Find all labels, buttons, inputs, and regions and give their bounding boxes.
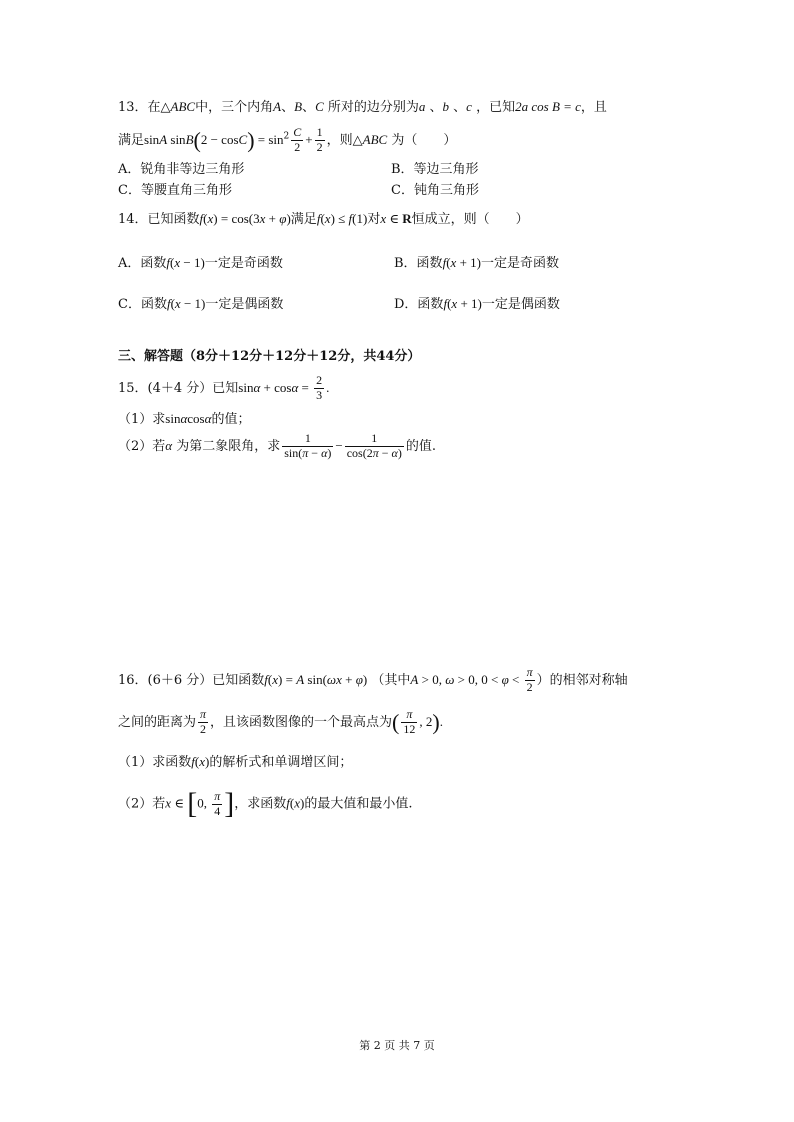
q13-text: ，已知 xyxy=(476,100,516,115)
q16-text: ，求函数 xyxy=(234,796,287,812)
q13-text: 为（ ） xyxy=(391,132,457,148)
q13-text: 所对的边分别为 xyxy=(327,100,419,115)
q15-part2: （2）若α 为第二象限角，求 $\frac{1}{\sin(\pi - \alpha)}$ − $\frac{1}{\cos(2\pi - \alpha)}$ 的值. xyxy=(118,431,436,460)
q14-option-d: D．函数f(x + 1)一定是偶函数 xyxy=(394,296,560,312)
q13-line2: 满足sinA $\sin B(2 - \cos C) = \sin^2$ $\frac{C}{2}$ + $\frac{1}{2}$ ，则△ABC 为（ ） xyxy=(118,125,457,154)
q16-part2: （2）若x ∈ [0, $\frac{\pi}{4}$ ]，求函数f(x)的最大值和最小值. xyxy=(118,787,413,820)
q16-part1: （1）求函数f(x)的解析式和单调增区间； xyxy=(118,754,353,770)
q13-text: ，则 xyxy=(326,132,353,148)
q16-text: 的最大值和最小值. xyxy=(304,796,413,812)
q14-text: D．函数 xyxy=(394,297,444,312)
q14-stem: 14．已知函数f(x) = cos(3x + φ)满足f(x) ≤ f(1)对x ∈ R恒成立，则（ ） xyxy=(118,211,529,227)
q14-text: 14．已知函数 xyxy=(118,212,200,227)
q15-text: （1）求 xyxy=(118,412,166,427)
q14-text: 一定是偶函数 xyxy=(205,297,284,312)
q14-text: 一定是奇函数 xyxy=(480,256,559,271)
q14-text: 一定是偶函数 xyxy=(481,297,560,312)
q13-line1: 13．在△ABC中，三个内角A、B、C 所对的边分别为a 、b 、c ，已知2a cos B = c，且 xyxy=(118,99,607,115)
q14-text: 满足 xyxy=(290,212,317,227)
q14-text: A．函数 xyxy=(118,256,167,271)
q13-text: 满足 xyxy=(118,132,145,148)
q14-option-b: B．函数f(x + 1)一定是奇函数 xyxy=(394,255,559,271)
q16-text: （2）若 xyxy=(118,796,166,812)
q14-option-a: A．函数f(x − 1)一定是奇函数 xyxy=(118,255,283,271)
q13-triangle: △ABC xyxy=(160,99,196,114)
q16-text: 的解析式和单调增区间； xyxy=(209,755,353,770)
q13-option-a: A．锐角非等边三角形 xyxy=(118,162,245,177)
q15-part1: （1）求sinαcosα的值； xyxy=(118,411,251,427)
q16-text: （1）求函数 xyxy=(118,755,192,770)
q15-text: 的值. xyxy=(405,438,436,454)
q13-option-c: C．等腰直角三角形 xyxy=(118,183,232,198)
q15-text: 为第二象限角，求 xyxy=(176,438,281,454)
q16-text: 之间的距离为 xyxy=(118,714,197,730)
q13-text: 中，三个内角 xyxy=(195,100,274,115)
page-footer: 第 2 页 共 7 页 xyxy=(359,1039,435,1052)
q13-condition: 2a cos B = c xyxy=(515,99,581,114)
q13-option-b: B．等边三角形 xyxy=(391,162,479,177)
q13-option-d: C．钝角三角形 xyxy=(391,183,479,198)
q14-option-c: C．函数f(x − 1)一定是偶函数 xyxy=(118,296,284,312)
q16-text: ，且该函数图像的一个最高点为 xyxy=(210,714,393,730)
q13-text: ，且 xyxy=(580,100,607,115)
q16-stem: 16．(6＋6 分）已知函数f(x) = A sin(ωx + φ) （其中A > 0, ω > 0, 0 < φ < $\frac{\pi}{2}$ ）的相邻对称轴 xyxy=(118,665,628,694)
q16-text: 16．(6＋6 分）已知函数 xyxy=(118,672,265,688)
q14-text: C．函数 xyxy=(118,297,167,312)
q15-stem: 15．(4＋4 分）已知sinα + cosα = $\frac{2}{3}$ . xyxy=(118,373,330,402)
q14-text: 对 xyxy=(367,212,381,227)
q14-text: B．函数 xyxy=(394,256,443,271)
q16-text: ）的相邻对称轴 xyxy=(536,672,628,688)
section-heading: 三、解答题（8分＋12分＋12分＋12分，共44分） xyxy=(118,349,421,364)
q14-text: 恒成立，则（ ） xyxy=(411,212,529,227)
q16-text: （其中 xyxy=(371,672,411,688)
q14-text: 一定是奇函数 xyxy=(204,256,283,271)
q13-text: 13．在 xyxy=(118,100,161,115)
q16-line2: 之间的距离为 $\frac{\pi}{2}$ ，且该函数图像的一个最高点为( $\frac{\pi}{12}$ , 2). xyxy=(118,707,443,736)
q15-text: （2）若 xyxy=(118,438,166,454)
q15-text: 15．(4＋4 分）已知 xyxy=(118,380,239,396)
q15-text: 的值； xyxy=(211,412,251,427)
